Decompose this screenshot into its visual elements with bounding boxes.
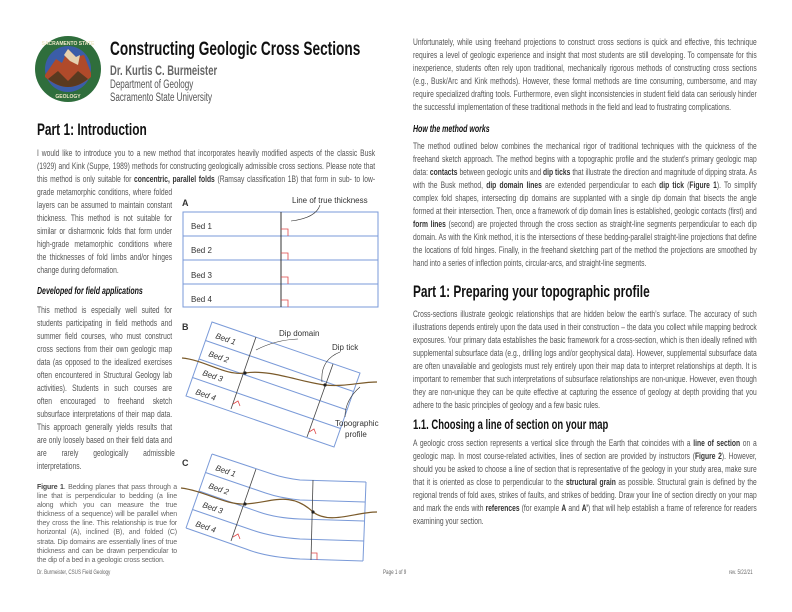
bed-label: Bed 4 [191,295,212,304]
footer-author: Dr. Burmeister, CSUS Field Geology [37,569,111,576]
footer-page-number: Page 1 of 9 [383,569,407,576]
section-heading-topographic-profile: Part 1: Preparing your topographic profile [413,282,650,301]
document-title: Constructing Geologic Cross Sections [110,38,361,60]
bed-label: Bed 2 [207,349,231,365]
section-heading-introduction: Part 1: Introduction [37,120,147,139]
bed-label: Bed 4 [194,519,218,535]
text-run: are extended perpendicular to each [541,180,660,191]
bed-label: Bed 3 [201,500,225,516]
bold-term: A’ [581,503,589,514]
text-run: I would like to introduce you to a new method that incorporates heavily modified aspects of the classic Busk (1929) and Kink (Suppe, 1989) methods for constructing geologically admissible cross sections. Please note that this method is only suitable for [37,148,376,185]
text-run: between geologic units and [457,167,544,178]
subheading-how-method-works: How the method works [413,124,490,135]
dip-domain-line [307,364,333,437]
bold-term: Figure 1 [689,180,717,191]
text-run: ). However, should you be asked to choose a line of section that is representative of the geology in your study area, make sure that it is oriented as close to perpendicular to the [413,451,757,488]
panel-c-label: C [182,458,189,468]
bold-term: Figure 2 [694,451,722,462]
bold-term: dip tick [659,180,684,191]
bed-label: Bed 3 [191,271,212,280]
bed-label: Bed 1 [214,463,238,479]
bold-term: structural grain [565,477,616,488]
text-run: ) that will help establish a frame of reference for readers examining your section. [413,503,757,527]
logo-top-text: SACRAMENTO STATE [41,41,95,47]
text-run: The method outlined below combines the mechanical rigor of traditional techniques with the quickness of the freehand sketch approach. The method begins with a topographic profile and the student’s primary geologic map data: [413,141,757,178]
dip-domain-label: Dip domain [279,329,320,338]
text-run: Cross-sections illustrate geologic relationships that are hidden below the earth’s surface. The accuracy of such illustrations depends entirely upon the data used in their construction – the data you collect while mapping bedrock exposures. Your primary data establishes the basic framework for a cross-section, which is then ideally refined with supplemental subsurface data (e.g., drilling logs and/or geophysical data). However, supplemental subsurface data are often unavailable and geologists must rely entirely upon their map data to interpret relationships at depth. It is important to remember that such interpretations of subsurface relationships are non-unique. However, even though they are non-unique they can be quite effective at capturing the essence of geology at depth providing that you adhere to the basic principles of geology and a few basic rules. [413,309,757,411]
bed-label: Bed 1 [214,331,238,347]
bed-label: Bed 4 [194,387,218,403]
bold-term: references [485,503,520,514]
annotation-arrow [291,205,320,221]
dip-domain-line [311,480,313,560]
text-run: Unfortunately, while using freehand projections to construct cross sections is quick and effective, this technique requires a level of geologic experience and insight that most students are still developing. To compensate for this inexperience, students often rely upon traditional, mechanically rigorous methods of constructing cross sections (e.g., Busk/Arc and Kink methods). However, these formal methods are time consuming, cumbersome, and may require specialized drafting tools. Furthermore, even slight inconsistencies in student field data can seriously hinder the successful implementation of these traditional methods in the field and lead to frustrating complications. [413,37,757,113]
text-run: (Ramsay classification 1B) that form in sub- to low-grade metamorphic conditions, where folded layers can be assumed to maintain constant thickness. This method is not suitable for similar or disharmonic folds that form under high-grade metamorphic conditions where the thicknesses of fold limbs and/or hinges change during deformation. [37,174,376,276]
bold-term: dip ticks [543,167,571,178]
bold-term: form lines [413,219,446,230]
bold-term: A [561,503,567,514]
logo-bottom-text: GEOLOGY [55,94,81,100]
line-of-section-paragraph [413,437,757,528]
method-paragraph [413,140,757,270]
text-run: (for example [519,503,562,514]
topographic-profile-label-line2: profile [345,430,367,439]
right-column [413,36,758,528]
bold-term: line of section [693,438,741,449]
bed-label: Bed 2 [207,481,231,497]
bold-term: concentric, parallel folds [134,174,215,185]
text-run: This method is especially well suited for students participating in field methods and summer field courses, who must construct cross sections from their own geologic map data (as opposed to the idealized exercises often encountered in Structural Geology lab activities). Students in such courses are often encouraged to freehand sketch subsurface interpretations of their map data. This approach generally yields results that are only loosely based on their field data and are rarely geologically admissible interpretations. [37,305,175,472]
footer-revision: rev. 5/22/21 [729,569,753,576]
bed-label: Bed 1 [191,222,212,231]
text-run: ( [683,180,690,191]
text-run: ). To simplify complex fold shapes, intersecting dip domains are supplanted with a single dip domain that bisects the angle formed at their intersection. Then, once a framework of dip domain lines is established, geologic contacts (first) and [413,180,757,217]
bold-term: Figure 1 [37,484,64,491]
line-of-true-thickness-label: Line of true thickness [292,196,368,205]
department: Department of Geology [110,79,194,91]
text-run: . Bedding planes that pass through a line that is perpendicular to bedding (a line along which you can measure the true thickness of a sequence) will be parallel when they cross the line. This relationship is true for horizontal (A), inclined (B), and folded (C) strata. Dip domains are essentially lines of true thickness and can be drawn perpendicular to the dip of a bed in a geologic cross section. [37,484,177,564]
text-run: and [566,503,582,514]
bed-label: Bed 2 [191,246,212,255]
author-name: Dr. Kurtis C. Burmeister [110,63,218,78]
text-run: on a geologic map. In most course-related activities, lines of section are provided by instructors ( [413,438,757,462]
panel-b-beds [186,322,360,447]
university: Sacramento State University [110,92,213,104]
subheading-field-applications: Developed for field applications [37,286,143,297]
subsection-heading-line-of-section: 1.1. Choosing a line of section on your map [413,417,609,432]
bed-label: Bed 3 [201,368,225,384]
text-run: A geologic cross section represents a vertical slice through the Earth that coincides with a [413,438,694,449]
freehand-limitations-paragraph [413,36,757,114]
topographic-profile-paragraph [413,308,757,412]
text-run: that illustrate the direction and magnitude of dipping strata. As with the Busk method, [413,167,757,191]
bold-term: contacts [429,167,458,178]
dip-tick-label: Dip tick [332,343,359,352]
panel-a-label: A [182,198,189,208]
panel-b-label: B [182,322,189,332]
text-run: as possible. Structural grain is defined by the regional trends of fold axes, strikes of faults, and strikes of bedding. Draw your line of section directly on your map and mark the ends with [413,477,757,514]
bold-term: dip domain lines [486,180,542,191]
topographic-profile-label-line1: Topographic [335,419,379,428]
text-run: (second) are projected through the cross section as straight-line segments perpendicular to each dip domain. As with the Kink method, it is the intersections of these bedding-parallel straight-line projections that define the locations of fold hinges. Finally, in the freehand sketching part of the method the projections are smoothed by hand into a series of inflection points, circular-arcs, and straight-line segments. [413,219,757,269]
